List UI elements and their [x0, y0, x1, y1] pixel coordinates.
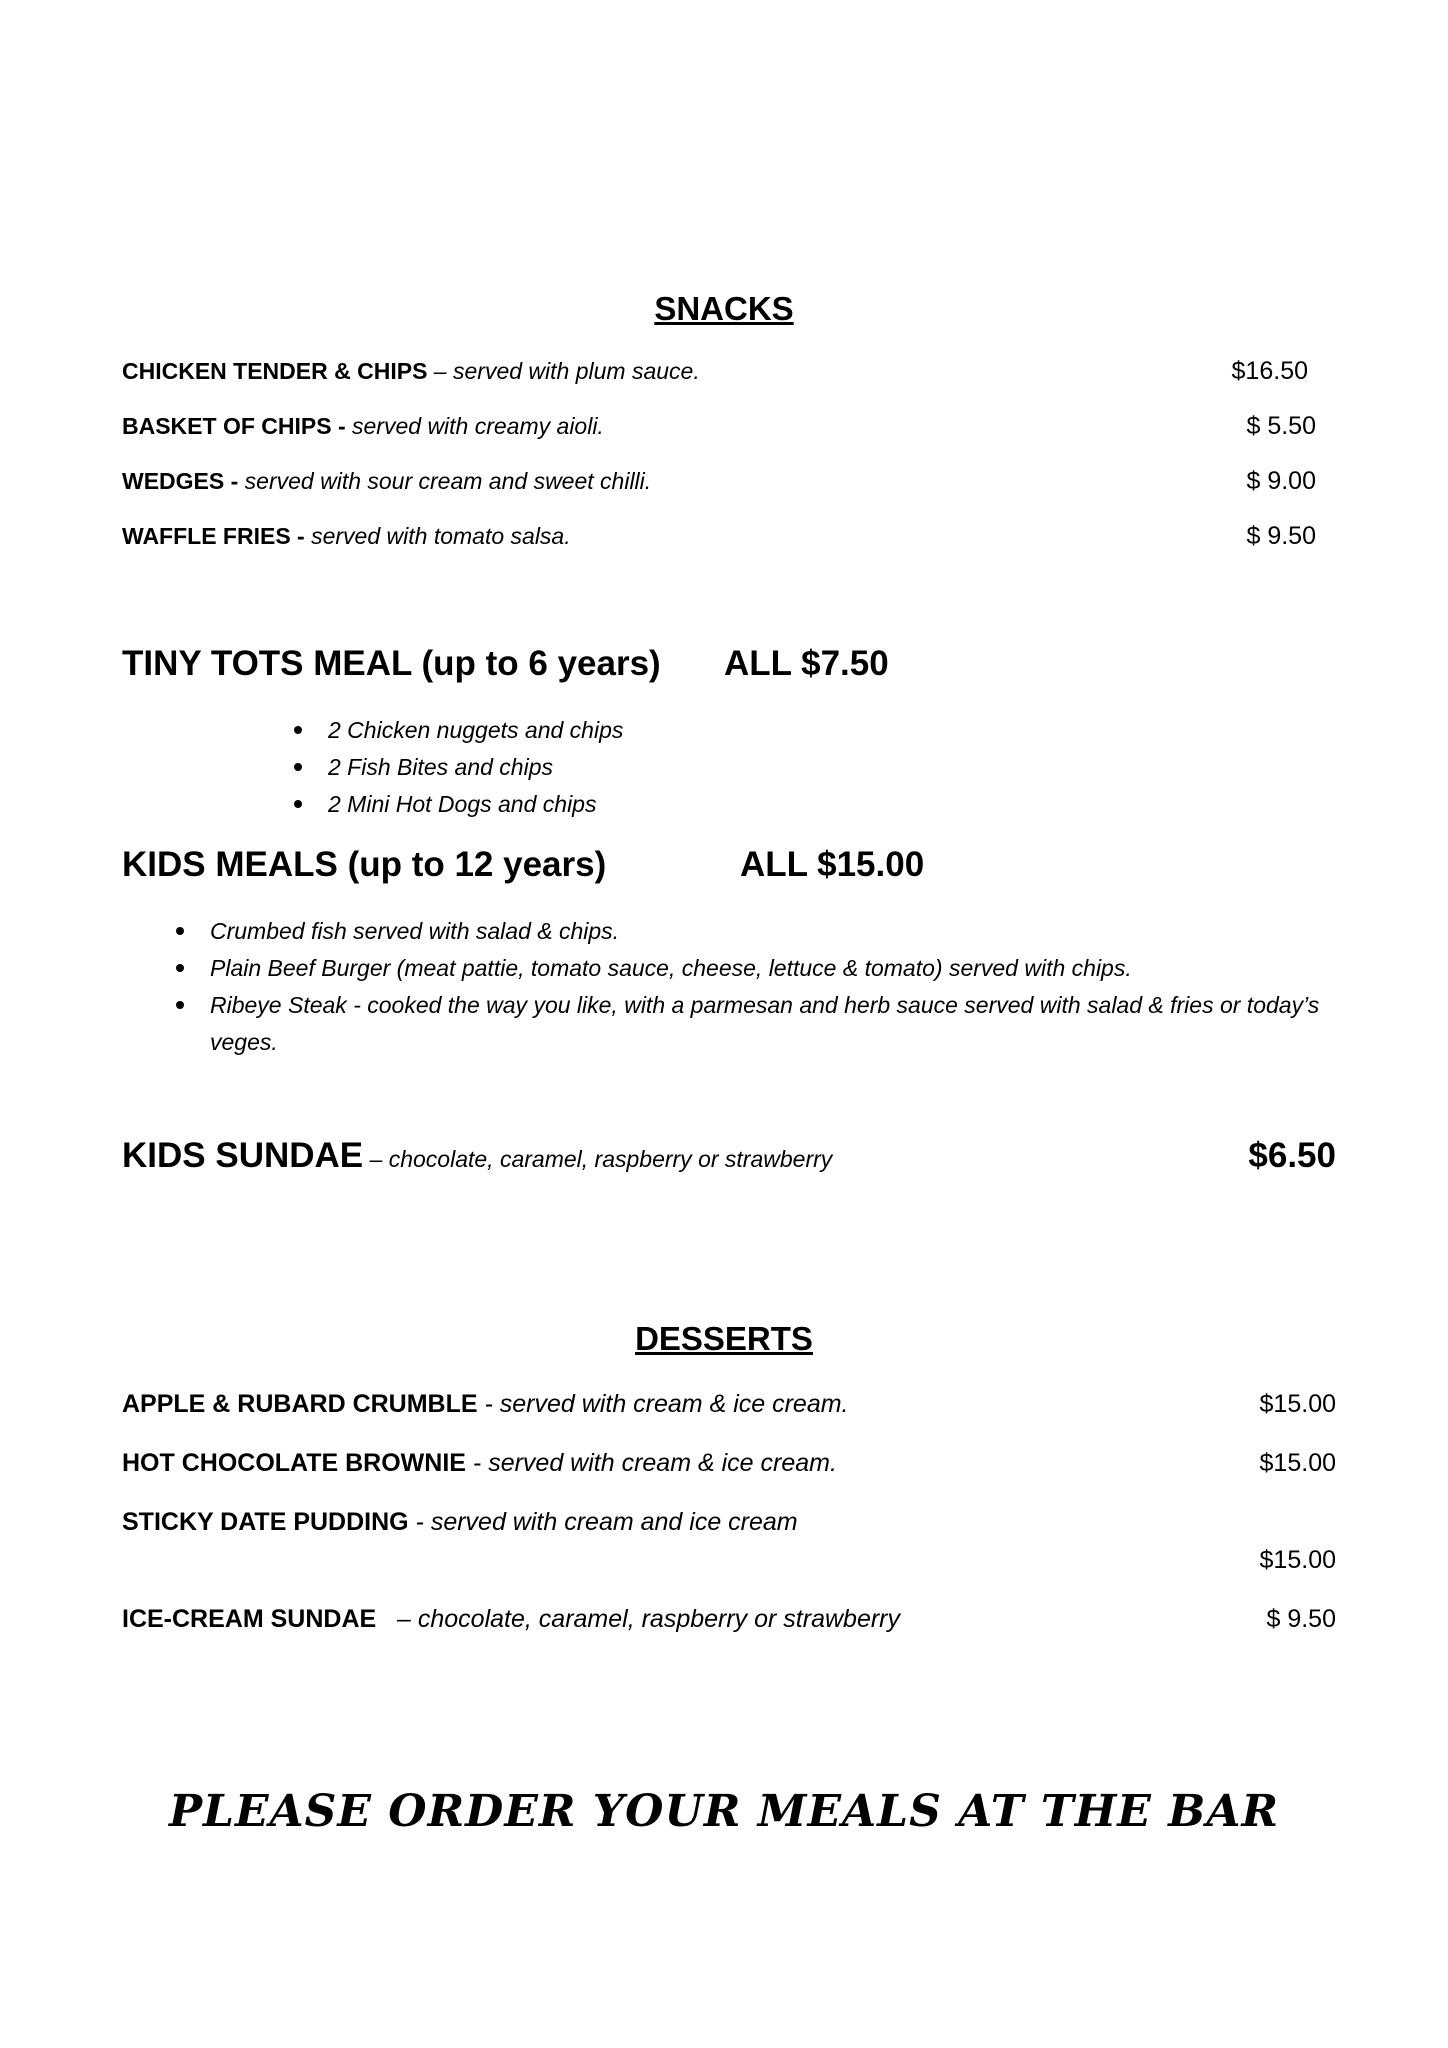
tiny-tots-options	[328, 712, 623, 823]
item-name: APPLE & RUBARD CRUMBLE	[122, 1390, 478, 1418]
item-separator: -	[465, 1449, 489, 1477]
item-description: chocolate, caramel, raspberry or strawberry	[417, 1605, 900, 1633]
item-separator: -	[477, 1390, 500, 1418]
item-name: STICKY DATE PUDDING	[122, 1508, 409, 1536]
snacks-heading: SNACKS	[654, 290, 794, 327]
item-description: served with creamy aioli.	[352, 413, 604, 439]
menu-item-chicken-tender	[122, 358, 700, 385]
list-item: 2 Chicken nuggets and chips	[328, 712, 623, 749]
item-separator: -	[408, 1508, 431, 1536]
item-description: served with cream and ice cream	[430, 1508, 798, 1536]
desserts-heading: DESSERTS	[635, 1320, 813, 1357]
list-item: Ribeye Steak - cooked the way you like, with a parmesan and herb sauce served with salad & fries or today’s veges.	[210, 987, 1350, 1061]
list-item: 2 Fish Bites and chips	[328, 749, 623, 786]
item-description: served with plum sauce.	[453, 358, 700, 384]
item-price: $ 9.50	[1246, 522, 1316, 550]
list-item: 2 Mini Hot Dogs and chips	[328, 786, 623, 823]
item-description: served with cream & ice cream.	[499, 1390, 849, 1418]
kids-sundae-row	[122, 1136, 832, 1176]
item-name: CHICKEN TENDER & CHIPS	[122, 358, 428, 384]
item-name: WAFFLE FRIES -	[122, 523, 305, 549]
item-price: $15.00	[1259, 1546, 1336, 1574]
order-at-bar-notice: PLEASE ORDER YOUR MEALS AT THE BAR	[168, 1786, 1280, 1837]
item-name: WEDGES -	[122, 468, 239, 494]
menu-item-wedges	[122, 468, 651, 495]
menu-item-waffle-fries	[122, 523, 571, 550]
menu-item-ice-cream-sundae	[122, 1605, 900, 1634]
kids-sundae-title: KIDS SUNDAE	[122, 1136, 364, 1175]
item-price: $15.00	[1259, 1449, 1336, 1477]
tiny-tots-price: ALL $7.50	[724, 644, 889, 683]
item-description: served with sour cream and sweet chilli.	[244, 468, 652, 494]
item-name: ICE-CREAM SUNDAE	[122, 1605, 377, 1633]
list-item: Plain Beef Burger (meat pattie, tomato sauce, cheese, lettuce & tomato) served with chips.	[210, 950, 1350, 987]
kids-meals-options	[210, 913, 1350, 1061]
item-price: $ 5.50	[1246, 412, 1316, 440]
tiny-tots-title: TINY TOTS MEAL (up to 6 years)	[122, 644, 661, 683]
item-separator: –	[376, 1605, 418, 1633]
kids-meals-price: ALL $15.00	[740, 845, 925, 884]
item-description: served with cream & ice cream.	[488, 1449, 837, 1477]
item-separator: –	[427, 358, 453, 384]
menu-item-basket-of-chips	[122, 413, 604, 440]
kids-sundae-price: $6.50	[1248, 1136, 1336, 1175]
item-price: $ 9.50	[1266, 1605, 1336, 1633]
item-name: BASKET OF CHIPS -	[122, 413, 346, 439]
item-name: HOT CHOCOLATE BROWNIE	[122, 1449, 466, 1477]
item-price: $16.50	[1231, 357, 1308, 385]
item-price: $15.00	[1259, 1390, 1336, 1418]
menu-item-sticky-date-pudding	[122, 1508, 798, 1537]
kids-sundae-description: – chocolate, caramel, raspberry or strawberry	[363, 1146, 833, 1172]
menu-item-chocolate-brownie	[122, 1449, 837, 1478]
menu-item-apple-crumble	[122, 1390, 849, 1419]
item-price: $ 9.00	[1246, 467, 1316, 495]
kids-meals-title: KIDS MEALS (up to 12 years)	[122, 845, 607, 884]
list-item: Crumbed fish served with salad & chips.	[210, 913, 1350, 950]
item-description: served with tomato salsa.	[311, 523, 571, 549]
